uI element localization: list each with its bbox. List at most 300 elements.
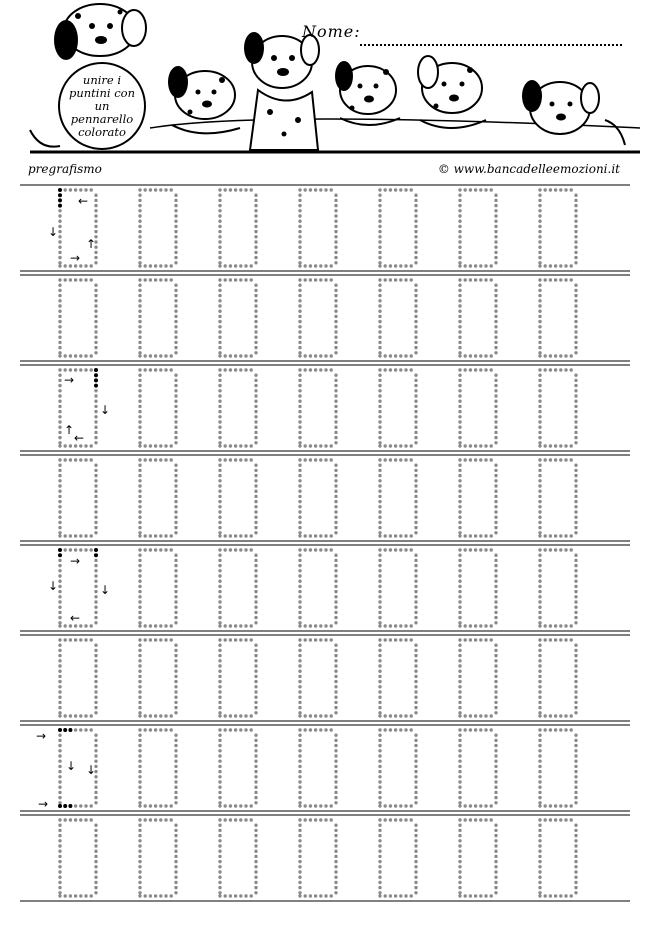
- trace-dot: [334, 559, 337, 562]
- trace-dot: [414, 796, 417, 799]
- trace-dot: [239, 818, 242, 821]
- trace-dot: [394, 728, 397, 731]
- trace-dot: [334, 256, 337, 259]
- trace-dot: [538, 894, 541, 897]
- trace-dot: [218, 230, 221, 233]
- tracing-rectangle[interactable]: [138, 818, 177, 897]
- trace-dot: [474, 894, 477, 897]
- trace-dot: [224, 278, 227, 281]
- trace-dot: [378, 595, 381, 598]
- trace-dot: [218, 644, 221, 647]
- tracing-rectangle[interactable]: [58, 278, 97, 357]
- tracing-rectangle[interactable]: [298, 278, 337, 357]
- trace-dot: [458, 516, 461, 519]
- trace-dot: [154, 894, 157, 897]
- tracing-rectangle[interactable]: [458, 188, 497, 267]
- tracing-rectangle[interactable]: [538, 818, 577, 897]
- trace-dot: [414, 204, 417, 207]
- tracing-rectangle[interactable]: [378, 188, 417, 267]
- trace-dot: [138, 839, 141, 842]
- trace-dot: [218, 654, 221, 657]
- trace-dot: [298, 894, 301, 897]
- trace-dot: [218, 256, 221, 259]
- trace-dot: [218, 420, 221, 423]
- trace-dot: [298, 220, 301, 223]
- trace-dot: [218, 770, 221, 773]
- trace-dot: [94, 346, 97, 349]
- trace-dot: [494, 765, 497, 768]
- trace-dot: [244, 458, 247, 461]
- tracing-rectangle[interactable]: [218, 638, 257, 717]
- trace-dot: [218, 670, 221, 673]
- trace-dot: [484, 444, 487, 447]
- trace-dot: [469, 534, 472, 537]
- trace-dot: [298, 548, 301, 551]
- tracing-rectangle[interactable]: [218, 548, 257, 627]
- trace-dot: [218, 611, 221, 614]
- trace-dot: [538, 351, 541, 354]
- trace-dot: [138, 574, 141, 577]
- trace-dot: [239, 638, 242, 641]
- trace-dot: [254, 569, 257, 572]
- trace-dot: [538, 891, 541, 894]
- trace-dot: [404, 624, 407, 627]
- trace-dot: [414, 739, 417, 742]
- tracing-rectangle[interactable]: [138, 188, 177, 267]
- trace-dot: [399, 728, 402, 731]
- trace-dot: [378, 490, 381, 493]
- tracing-rectangle[interactable]: [378, 728, 417, 807]
- trace-dot: [334, 199, 337, 202]
- trace-dot: [494, 791, 497, 794]
- tracing-rectangle[interactable]: [458, 818, 497, 897]
- trace-dot: [378, 624, 381, 627]
- trace-dot: [414, 855, 417, 858]
- trace-dot: [298, 564, 301, 567]
- trace-dot: [538, 770, 541, 773]
- tracing-rectangle[interactable]: [218, 818, 257, 897]
- tracing-rectangle[interactable]: [218, 188, 257, 267]
- trace-dot: [254, 786, 257, 789]
- trace-dot: [218, 711, 221, 714]
- trace-dot: [218, 829, 221, 832]
- tracing-rectangle[interactable]: [458, 728, 497, 807]
- trace-dot: [554, 458, 557, 461]
- trace-dot: [138, 500, 141, 503]
- trace-dot: [469, 278, 472, 281]
- tracing-rectangle[interactable]: [458, 278, 497, 357]
- trace-dot: [254, 531, 257, 534]
- trace-dot: [549, 818, 552, 821]
- tracing-rectangle[interactable]: [138, 458, 177, 537]
- trace-dot: [58, 479, 61, 482]
- trace-dot: [384, 368, 387, 371]
- trace-dot: [414, 531, 417, 534]
- trace-dot: [458, 559, 461, 562]
- trace-dot: [324, 188, 327, 191]
- trace-dot: [58, 531, 61, 534]
- trace-dot: [414, 754, 417, 757]
- tracing-rectangle[interactable]: [378, 278, 417, 357]
- trace-dot: [218, 484, 221, 487]
- trace-dot: [458, 479, 461, 482]
- trace-dot: [63, 188, 66, 191]
- trace-dot: [58, 379, 61, 382]
- trace-dot: [244, 714, 247, 717]
- trace-dot: [574, 670, 577, 673]
- trace-dot: [378, 341, 381, 344]
- trace-dot: [544, 188, 547, 191]
- trace-dot: [574, 559, 577, 562]
- trace-dot: [138, 775, 141, 778]
- trace-dot: [254, 495, 257, 498]
- trace-dot: [94, 590, 97, 593]
- trace-dot: [174, 325, 177, 328]
- trace-dot: [79, 714, 82, 717]
- trace-dot: [414, 521, 417, 524]
- trace-dot: [330, 458, 333, 461]
- trace-dot: [58, 670, 61, 673]
- trace-dot: [174, 379, 177, 382]
- trace-dot: [149, 444, 152, 447]
- trace-dot: [94, 801, 97, 804]
- trace-dot: [399, 894, 402, 897]
- trace-dot: [458, 235, 461, 238]
- tracing-rectangle[interactable]: [58, 818, 97, 897]
- trace-dot: [469, 548, 472, 551]
- tracing-rectangle[interactable]: [218, 728, 257, 807]
- trace-dot: [94, 780, 97, 783]
- trace-dot: [384, 264, 387, 267]
- trace-dot: [549, 264, 552, 267]
- trace-dot: [378, 649, 381, 652]
- trace-dot: [490, 818, 493, 821]
- tracing-rectangle[interactable]: [538, 548, 577, 627]
- tracing-rectangle[interactable]: [138, 548, 177, 627]
- trace-dot: [218, 580, 221, 583]
- trace-dot: [538, 649, 541, 652]
- trace-dot: [564, 728, 567, 731]
- trace-dot: [58, 574, 61, 577]
- tracing-rectangle[interactable]: [538, 458, 577, 537]
- trace-dot: [549, 624, 552, 627]
- trace-dot: [218, 564, 221, 567]
- tracing-rectangle[interactable]: [378, 458, 417, 537]
- trace-dot: [544, 894, 547, 897]
- trace-dot: [389, 894, 392, 897]
- trace-dot: [174, 251, 177, 254]
- trace-dot: [334, 865, 337, 868]
- trace-dot: [389, 818, 392, 821]
- trace-dot: [458, 728, 461, 731]
- trace-dot: [94, 199, 97, 202]
- trace-dot: [458, 670, 461, 673]
- trace-dot: [138, 564, 141, 567]
- trace-dot: [254, 320, 257, 323]
- trace-dot: [378, 801, 381, 804]
- tracing-rectangle[interactable]: [538, 278, 577, 357]
- trace-dot: [69, 278, 72, 281]
- trace-dot: [389, 714, 392, 717]
- trace-dot: [174, 824, 177, 827]
- trace-dot: [330, 278, 333, 281]
- trace-dot: [79, 818, 82, 821]
- trace-dot: [474, 818, 477, 821]
- tracing-rectangle[interactable]: [538, 728, 577, 807]
- trace-dot: [414, 685, 417, 688]
- trace-dot: [458, 824, 461, 827]
- trace-dot: [309, 368, 312, 371]
- trace-dot: [159, 728, 162, 731]
- tracing-rectangle[interactable]: [298, 818, 337, 897]
- tracing-rectangle[interactable]: [298, 368, 337, 447]
- trace-dot: [58, 490, 61, 493]
- trace-dot: [298, 600, 301, 603]
- tracing-rectangle[interactable]: [138, 638, 177, 717]
- trace-dot: [484, 624, 487, 627]
- trace-dot: [414, 580, 417, 583]
- trace-dot: [159, 638, 162, 641]
- trace-dot: [544, 444, 547, 447]
- trace-dot: [90, 278, 93, 281]
- trace-dot: [254, 844, 257, 847]
- trace-dot: [174, 516, 177, 519]
- trace-dot: [298, 204, 301, 207]
- trace-dot: [554, 894, 557, 897]
- tracing-rectangle[interactable]: [218, 368, 257, 447]
- trace-dot: [298, 351, 301, 354]
- trace-dot: [378, 886, 381, 889]
- trace-dot: [574, 616, 577, 619]
- trace-dot: [254, 734, 257, 737]
- trace-dot: [138, 325, 141, 328]
- trace-dot: [239, 714, 242, 717]
- trace-dot: [538, 865, 541, 868]
- trace-dot: [334, 194, 337, 197]
- start-dot: [58, 204, 62, 208]
- trace-dot: [538, 780, 541, 783]
- trace-dot: [298, 194, 301, 197]
- tracing-rectangle[interactable]: [458, 548, 497, 627]
- trace-dot: [538, 590, 541, 593]
- trace-dot: [254, 431, 257, 434]
- trace-dot: [334, 284, 337, 287]
- trace-dot: [218, 214, 221, 217]
- trace-dot: [154, 804, 157, 807]
- trace-dot: [298, 760, 301, 763]
- trace-dot: [378, 644, 381, 647]
- trace-dot: [394, 458, 397, 461]
- trace-dot: [378, 734, 381, 737]
- tracing-rectangle[interactable]: [138, 368, 177, 447]
- trace-dot: [564, 804, 567, 807]
- trace-dot: [174, 521, 177, 524]
- tracing-rectangle[interactable]: [298, 728, 337, 807]
- trace-dot: [254, 606, 257, 609]
- trace-dot: [174, 711, 177, 714]
- trace-dot: [494, 374, 497, 377]
- trace-dot: [574, 230, 577, 233]
- tracing-rectangle[interactable]: [138, 278, 177, 357]
- trace-dot: [334, 600, 337, 603]
- trace-dot: [314, 264, 317, 267]
- trace-dot: [574, 580, 577, 583]
- trace-dot: [94, 220, 97, 223]
- trace-dot: [490, 728, 493, 731]
- trace-dot: [378, 500, 381, 503]
- trace-dot: [138, 474, 141, 477]
- tracing-rectangle[interactable]: [218, 458, 257, 537]
- trace-dot: [458, 420, 461, 423]
- trace-dot: [174, 734, 177, 737]
- trace-dot: [309, 728, 312, 731]
- tracing-rectangle[interactable]: [378, 638, 417, 717]
- trace-dot: [58, 796, 61, 799]
- tracing-rectangle[interactable]: [298, 188, 337, 267]
- trace-dot: [218, 754, 221, 757]
- tracing-rectangle[interactable]: [58, 458, 97, 537]
- trace-dot: [218, 405, 221, 408]
- trace-dot: [224, 458, 227, 461]
- trace-dot: [218, 458, 221, 461]
- trace-dot: [538, 516, 541, 519]
- trace-dot: [378, 315, 381, 318]
- trace-dot: [69, 714, 72, 717]
- trace-dot: [63, 714, 66, 717]
- trace-dot: [58, 690, 61, 693]
- trace-dot: [174, 739, 177, 742]
- tracing-rectangle[interactable]: [538, 638, 577, 717]
- trace-dot: [384, 444, 387, 447]
- tracing-rectangle[interactable]: [458, 638, 497, 717]
- trace-dot: [174, 839, 177, 842]
- trace-dot: [494, 330, 497, 333]
- trace-dot: [174, 675, 177, 678]
- trace-dot: [254, 516, 257, 519]
- tracing-rectangle[interactable]: [138, 728, 177, 807]
- tracing-rectangle[interactable]: [298, 638, 337, 717]
- trace-dot: [538, 754, 541, 757]
- trace-dot: [538, 441, 541, 444]
- trace-dot: [414, 680, 417, 683]
- trace-dot: [58, 706, 61, 709]
- tracing-rectangle[interactable]: [378, 368, 417, 447]
- trace-dot: [218, 240, 221, 243]
- trace-dot: [224, 804, 227, 807]
- trace-dot: [538, 336, 541, 339]
- tracing-rectangle[interactable]: [378, 818, 417, 897]
- trace-dot: [94, 891, 97, 894]
- start-dot: [58, 804, 62, 808]
- trace-dot: [334, 209, 337, 212]
- tracing-rectangle[interactable]: [58, 638, 97, 717]
- trace-dot: [254, 865, 257, 868]
- trace-dot: [254, 701, 257, 704]
- trace-dot: [149, 728, 152, 731]
- trace-dot: [170, 188, 173, 191]
- trace-dot: [394, 638, 397, 641]
- trace-dot: [458, 844, 461, 847]
- trace-dot: [218, 320, 221, 323]
- trace-dot: [58, 870, 61, 873]
- trace-dot: [218, 554, 221, 557]
- trace-dot: [458, 304, 461, 307]
- trace-dot: [149, 534, 152, 537]
- trace-dot: [90, 818, 93, 821]
- tracing-rectangle[interactable]: [458, 458, 497, 537]
- trace-dot: [254, 464, 257, 467]
- trace-dot: [244, 188, 247, 191]
- trace-dot: [309, 818, 312, 821]
- tracing-rectangle[interactable]: [298, 548, 337, 627]
- trace-dot: [574, 441, 577, 444]
- trace-dot: [94, 600, 97, 603]
- trace-dot: [334, 611, 337, 614]
- trace-dot: [298, 675, 301, 678]
- trace-dot: [479, 534, 482, 537]
- trace-dot: [304, 638, 307, 641]
- trace-dot: [58, 310, 61, 313]
- trace-dot: [174, 256, 177, 259]
- trace-dot: [309, 894, 312, 897]
- trace-dot: [458, 289, 461, 292]
- trace-dot: [298, 621, 301, 624]
- trace-dot: [574, 685, 577, 688]
- trace-dot: [138, 246, 141, 249]
- trace-dot: [494, 204, 497, 207]
- trace-dot: [458, 214, 461, 217]
- trace-dot: [334, 484, 337, 487]
- trace-dot: [574, 860, 577, 863]
- trace-dot: [494, 261, 497, 264]
- trace-dot: [229, 264, 232, 267]
- trace-dot: [304, 548, 307, 551]
- tracing-rectangle[interactable]: [218, 278, 257, 357]
- tracing-rectangle[interactable]: [378, 548, 417, 627]
- trace-dot: [334, 251, 337, 254]
- trace-dot: [394, 804, 397, 807]
- trace-dot: [458, 405, 461, 408]
- trace-dot: [458, 574, 461, 577]
- trace-dot: [234, 354, 237, 357]
- trace-dot: [574, 199, 577, 202]
- trace-dot: [574, 664, 577, 667]
- trace-dot: [538, 521, 541, 524]
- trace-dot: [574, 701, 577, 704]
- trace-dot: [378, 796, 381, 799]
- trace-dot: [298, 664, 301, 667]
- trace-dot: [458, 600, 461, 603]
- trace-dot: [84, 818, 87, 821]
- trace-dot: [378, 775, 381, 778]
- tracing-rectangle[interactable]: [538, 188, 577, 267]
- trace-dot: [250, 804, 253, 807]
- trace-dot: [574, 284, 577, 287]
- trace-dot: [538, 410, 541, 413]
- tracing-rectangle[interactable]: [458, 368, 497, 447]
- tracing-rectangle[interactable]: [538, 368, 577, 447]
- trace-dot: [218, 664, 221, 667]
- tracing-rectangle[interactable]: [298, 458, 337, 537]
- trace-dot: [538, 261, 541, 264]
- trace-dot: [94, 464, 97, 467]
- trace-dot: [538, 230, 541, 233]
- trace-dot: [254, 829, 257, 832]
- trace-dot: [414, 405, 417, 408]
- trace-dot: [63, 444, 66, 447]
- trace-dot: [58, 791, 61, 794]
- trace-dot: [458, 711, 461, 714]
